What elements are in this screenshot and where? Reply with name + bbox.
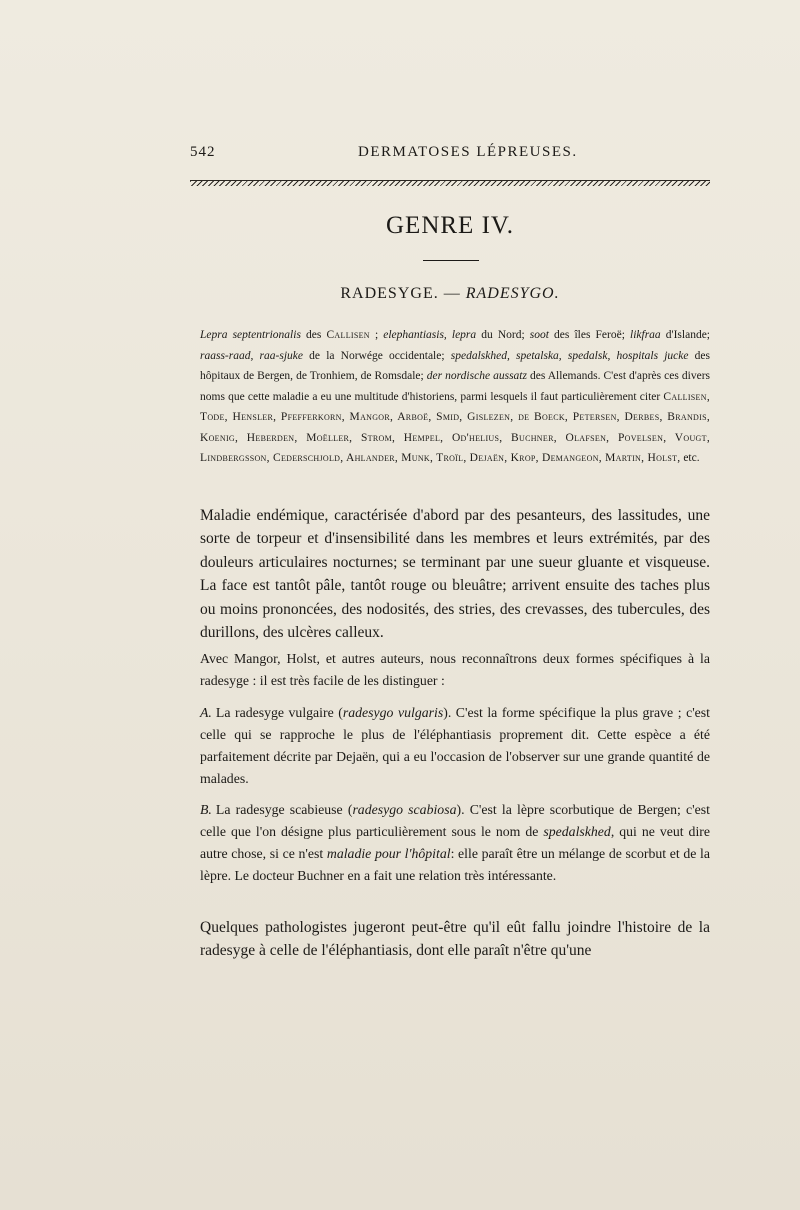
form-a-letter: A. xyxy=(200,704,212,720)
closing-paragraph: Quelques pathologistes jugeront peut-être qu'il eût fallu joindre l'histoire de la radesyge à celle de l'éléphantiasis, dont elle paraît n'être qu'une xyxy=(200,918,710,959)
text-run: de la Norwége occidentale; xyxy=(302,349,451,362)
text-run: ). C'est la lèpre scorbutique de Bergen; c'est celle que l'on désigne plus particulièrement sous le nom de xyxy=(200,801,710,839)
ornamental-rule xyxy=(190,180,710,186)
text-run: : elle paraît être un mélange de scorbut et de la lèpre. Le docteur Buchner en a fait une relation très intéressante. xyxy=(200,845,711,883)
text-run: etc. xyxy=(680,452,700,464)
text-run: du Nord; xyxy=(476,329,530,341)
text-run: d'Islande; xyxy=(660,329,710,341)
text-run: des îles Feroë; xyxy=(548,329,630,341)
text-run: des xyxy=(300,329,327,341)
section-latin-name: RADESYGO. xyxy=(465,285,560,302)
heading-rule xyxy=(423,260,479,261)
form-b-letter: B. xyxy=(200,801,212,817)
text-run: , qui ne veut dire autre chose, si ce n'est xyxy=(200,823,710,861)
form-b-paragraph xyxy=(200,799,710,887)
latin-term: radesygo vulgaris xyxy=(342,704,444,720)
text-run: La radesyge scabieuse ( xyxy=(215,801,353,817)
text-run: ). C'est la forme spécifique la plus grave ; c'est celle qui se rapproche le plus de l'éléphantiasis proprement dit. Cette espèce a été parfaitement décrite par Dejaën, qui a eu l'occasion de l'observer sur une grande quantité de malades. xyxy=(200,704,711,786)
running-title: DERMATOSES LÉPREUSES. xyxy=(358,144,578,160)
forms-intro-paragraph: Avec Mangor, Holst, et autres auteurs, nous reconnaîtrons deux formes spécifiques à la radesyge : il est très facile de les distinguer : xyxy=(200,650,710,688)
author-name: Callisen xyxy=(326,329,370,341)
synonym: spedalskhed, spetalska, spedalsk, hospitals jucke xyxy=(450,349,689,362)
section-name: RADESYGE. — xyxy=(340,285,466,302)
text-run: ; xyxy=(369,329,384,341)
text-run: des Allemands. C'est d'après ces divers noms que cette maladie a eu une multitude d'historiens, parmi lesquels il faut particulièrement citer xyxy=(200,370,711,403)
term: spedalskhed xyxy=(543,823,611,839)
synonym: der nordische aussatz xyxy=(426,370,527,382)
form-a-paragraph xyxy=(200,702,710,790)
page-number: 542 xyxy=(190,144,216,160)
synonym: Lepra septentrionalis xyxy=(200,329,301,341)
text-run: La radesyge vulgaire ( xyxy=(215,704,343,720)
genre-heading: GENRE IV. xyxy=(386,212,514,239)
synonym: likfraa xyxy=(630,329,661,341)
intro-paragraph: Maladie endémique, caractérisée d'abord par des pesanteurs, des lassitudes, une sorte de torpeur et d'insensibilité dans les membres et leurs extrémités, par des douleurs articulaires nocturnes; se terminant par une sueur gluante et visqueuse. La face est tantôt pâle, tantôt rouge ou bleuâtre; arrivent ensuite des taches plus ou moins prononcées, des nodosités, des stries, des crevasses, des tubercules, des durillons, des ulcères calleux. xyxy=(200,506,710,641)
term: maladie pour l'hôpital xyxy=(326,845,451,861)
synonym: soot xyxy=(529,329,549,341)
section-heading xyxy=(190,285,710,303)
author-list: Callisen, Tode, Hensler, Pfefferkorn, Mangor, Arboë, Smid, Gislezen, de Boeck, Petersen, Derbes, Brandis, Koenig, Heberden, Moëller, Strom, Hempel, Od'helius, Buchner, Olafsen, Povelsen, Vougt, Lindbergsson, Cederschjold, Ahlander, Munk, Troïl, Dejaën, Krop, Demangeon, Martin, Holst, xyxy=(200,390,710,464)
synonym: elephantiasis, lepra xyxy=(383,329,477,341)
synonyms-paragraph xyxy=(200,325,710,469)
latin-term: radesygo scabiosa xyxy=(352,801,457,817)
synonym: raass-raad, raa-sjuke xyxy=(200,349,303,362)
text-run: des hôpitaux de Bergen, de Tronhiem, de Romsdale; xyxy=(200,349,710,382)
